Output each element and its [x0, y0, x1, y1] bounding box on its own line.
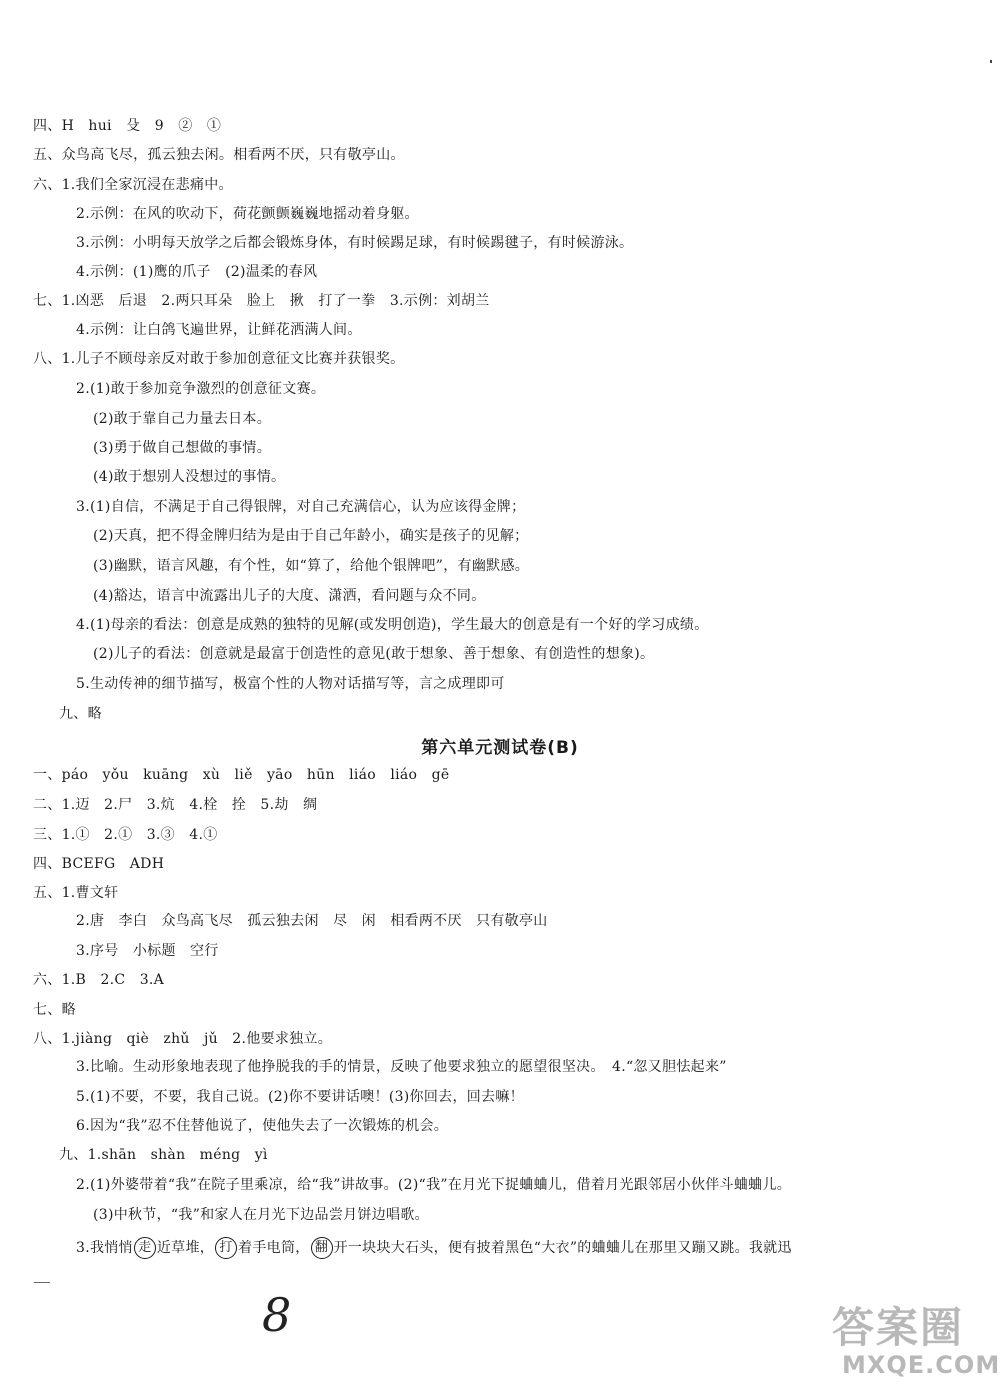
- answer-b-line-5-2: 2.唐 李白 众鸟高飞尽 孤云独去闲 尽 闲 相看两不厌 只有敬亭山: [76, 913, 548, 929]
- answer-b-line-2: 二、1.迈 2.尸 3.炕 4.栓 拴 5.劫 绸: [33, 797, 318, 813]
- answer-line-8-2: 2.(1)敢于参加竞争激烈的创意征文赛。: [76, 381, 326, 397]
- answer-b-line-5-1: 五、1.曹文轩: [33, 885, 119, 901]
- answer-line-9: 九、略: [59, 706, 102, 722]
- line-text-part: 开一块块大石头，便有披着黑色“大衣”的蛐蛐儿在那里又蹦又跳。我就迅: [333, 1240, 792, 1256]
- answer-line-6-4: 4.示例：(1)鹰的爪子 (2)温柔的春风: [76, 264, 318, 280]
- answer-b-line-7: 七、略: [33, 1002, 76, 1018]
- answer-b-line-8-6: 6.因为“我”忍不住替他说了，使他失去了一次锻炼的机会。: [76, 1118, 449, 1134]
- answer-line-8-3-4: (4)豁达，语言中流露出儿子的大度、潇洒，看问题与众不同。: [93, 588, 486, 604]
- answer-b-line-5-3: 3.序号 小标题 空行: [76, 943, 219, 959]
- answer-line-8-3-3: (3)幽默，语言风趣，有个性，如“算了，给他个银牌吧”，有幽默感。: [93, 558, 530, 574]
- answer-b-line-4: 四、BCEFG ADH: [33, 856, 165, 872]
- answer-line-7-4: 4.示例：让白鸽飞遍世界，让鲜花洒满人间。: [76, 322, 362, 338]
- answer-line-7-1: 七、1.凶恶 后退 2.两只耳朵 脸上 揪 打了一拳 3.示例：刘胡兰: [33, 293, 490, 309]
- answer-line-6-2: 2.示例：在风的吹动下，荷花颤颤巍巍地摇动着身躯。: [76, 206, 419, 222]
- circled-char: 走: [134, 1237, 156, 1259]
- answer-b-line-9-2: 2.(1)外婆带着“我”在院子里乘凉，给“我”讲故事。(2)“我”在月光下捉蛐蛐儿，借着月光跟邻居小伙伴斗蛐蛐儿。: [76, 1177, 792, 1193]
- answer-b-line-8-1: 八、1.jiàng qiè zhǔ jǔ 2.他要求独立。: [33, 1031, 333, 1047]
- answer-line-6-3: 3.示例：小明每天放学之后都会锻炼身体，有时候踢足球，有时候踢毽子，有时候游泳。: [76, 235, 634, 251]
- answer-b-line-3: 三、1.① 2.① 3.③ 4.①: [33, 827, 218, 843]
- answer-line-4: 四、H hui 殳 9 ② ①: [33, 118, 222, 134]
- answer-line-6-1: 六、1.我们全家沉浸在悲痛中。: [33, 177, 233, 193]
- answer-line-8-1: 八、1.儿子不顾母亲反对敢于参加创意征文比赛并获银奖。: [33, 351, 405, 367]
- answer-line-8-2-4: (4)敢于想别人没想过的事情。: [93, 469, 286, 485]
- answer-line-8-3-2: (2)天真，把不得金牌归结为是由于自己年龄小，确实是孩子的见解；: [93, 528, 529, 544]
- answer-b-line-9-1: 九、1.shān shàn méng yì: [59, 1147, 268, 1163]
- answer-b-line-8-3: 3.比喻。生动形象地表现了他挣脱我的手的情景，反映了他要求独立的愿望很坚决。 4.“忽又胆怯起来”: [76, 1059, 727, 1075]
- answer-line-8-3: 3.(1)自信，不满足于自己得银牌，对自己充满信心，认为应该得金牌；: [76, 499, 526, 515]
- watermark-logo: 答案圈: [832, 1303, 965, 1352]
- answer-line-5: 五、众鸟高飞尽，孤云独去闲。相看两不厌，只有敬亭山。: [33, 147, 405, 163]
- answer-b-line-8-5: 5.(1)不要，不要，我自己说。(2)你不要讲话噢！(3)你回去，回去嘛！: [76, 1089, 524, 1105]
- line-text-part: 着手电筒，: [238, 1240, 310, 1256]
- answer-line-8-4: 4.(1)母亲的看法：创意是成熟的独特的见解(或发明创造)，学生最大的创意是有一个好的学习成绩。: [76, 617, 709, 633]
- section-title: 第六单元测试卷(B): [421, 738, 579, 758]
- scan-mark: [990, 60, 992, 63]
- watermark: [832, 1295, 1000, 1385]
- circled-char: 打: [215, 1237, 237, 1259]
- line-text-part: 近草堆，: [156, 1240, 215, 1256]
- answer-line-8-2-2: (2)敢于靠自己力量去日本。: [93, 411, 272, 427]
- margin-dash: [34, 1282, 50, 1283]
- circled-char: 翻: [311, 1237, 333, 1259]
- watermark-url: MXQE.COM: [842, 1351, 1000, 1379]
- answer-b-line-9-3: [76, 1237, 792, 1259]
- line-text-part: 3.我悄悄: [76, 1240, 133, 1256]
- answer-b-line-6: 六、1.B 2.C 3.A: [33, 972, 165, 988]
- answer-line-8-2-3: (3)勇于做自己想做的事情。: [93, 440, 272, 456]
- answer-b-line-1: 一、páo yǒu kuāng xù liě yāo hūn liáo liáo gē: [33, 767, 450, 783]
- answer-b-line-9-2-3: (3)中秋节，“我”和家人在月光下边品尝月饼边唱歌。: [93, 1207, 429, 1223]
- answer-line-8-4-2: (2)儿子的看法：创意就是最富于创造性的意见(敢于想象、善于想象、有创造性的想象)。: [93, 646, 655, 662]
- answer-line-8-5: 5.生动传神的细节描写，极富个性的人物对话描写等，言之成理即可: [76, 676, 505, 692]
- page-number: 8: [262, 1288, 292, 1342]
